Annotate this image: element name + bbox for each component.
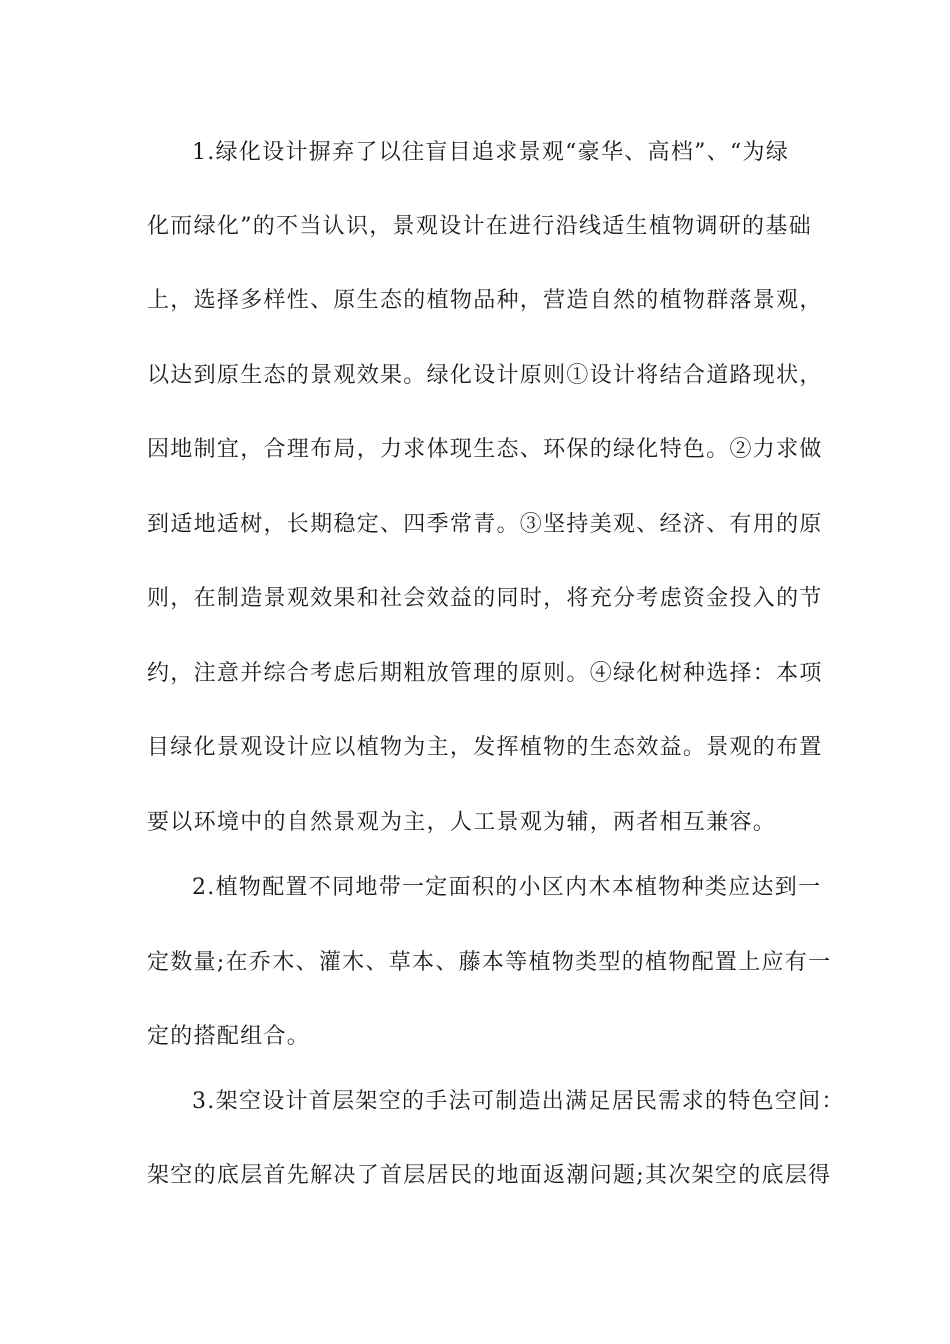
paragraph-3-line-1: 3.架空设计首层架空的手法可制造出满足居民需求的特色空间： <box>192 1089 845 1114</box>
paragraph-1-line-2: 化而绿化”的不当认识，景观设计在进行沿线适生植物调研的基础 <box>147 214 812 239</box>
paragraph-1-line-10: 要以环境中的自然景观为主，人工景观为辅，两者相互兼容。 <box>147 810 777 835</box>
paragraph-3-line-2: 架空的底层首先解决了首层居民的地面返潮问题;其次架空的底层得 <box>147 1163 832 1188</box>
paragraph-1-line-1: 1.绿化设计摒弃了以往盲目追求景观“豪华、高档”、“为绿 <box>192 140 790 165</box>
paragraph-1-line-8: 约，注意并综合考虑后期粗放管理的原则。④绿化树种选择：本项 <box>147 661 823 686</box>
paragraph-1-line-4: 以达到原生态的景观效果。绿化设计原则①设计将结合道路现状， <box>147 363 823 388</box>
paragraph-1-line-7: 则，在制造景观效果和社会效益的同时，将充分考虑资金投入的节 <box>147 586 823 611</box>
paragraph-2-line-1: 2.植物配置不同地带一定面积的小区内木本植物种类应达到一 <box>192 875 822 900</box>
paragraph-2-line-3: 定的搭配组合。 <box>147 1024 311 1049</box>
paragraph-1-line-6: 到适地适树，长期稳定、四季常青。③坚持美观、经济、有用的原 <box>147 512 823 537</box>
paragraph-2-line-2: 定数量;在乔木、灌木、草本、藤本等植物类型的植物配置上应有一 <box>147 950 832 975</box>
paragraph-1-line-3: 上，选择多样性、原生态的植物品种，营造自然的植物群落景观， <box>147 288 823 313</box>
paragraph-1-line-5: 因地制宜，合理布局，力求体现生态、环保的绿化特色。②力求做 <box>147 437 823 462</box>
paragraph-1-line-9: 目绿化景观设计应以植物为主，发挥植物的生态效益。景观的布置 <box>147 735 823 760</box>
